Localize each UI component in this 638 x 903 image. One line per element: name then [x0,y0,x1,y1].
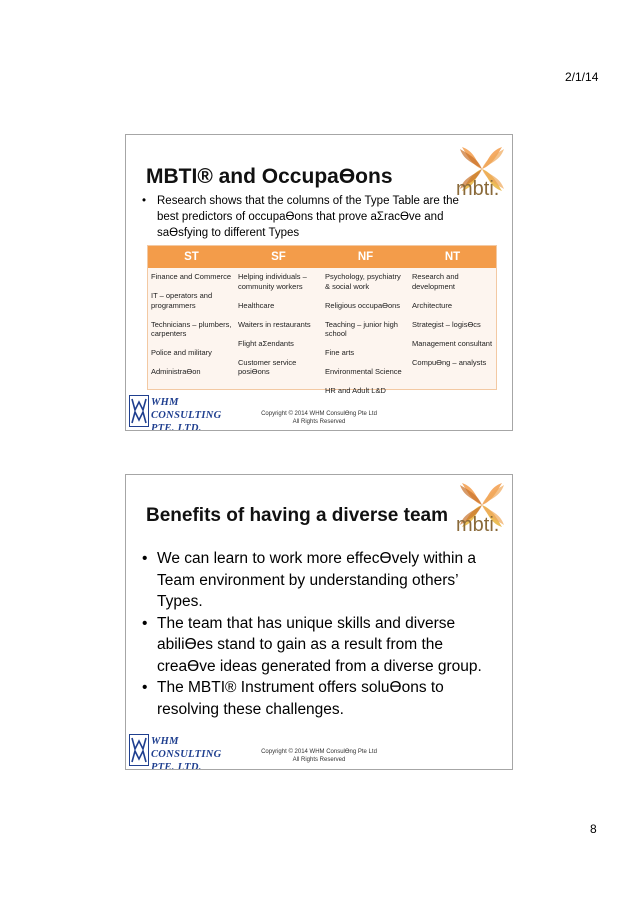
header-sf: SF [271,251,286,263]
bullet-list [142,548,502,720]
column-nt [409,272,496,405]
mbti-logo-icon [452,475,512,535]
company-name-line2: PTE. LTD. [151,762,202,770]
copyright [126,748,512,764]
slide-diverse-team [125,474,513,770]
table-cell: AdministraƟon [151,367,201,376]
company-name-line1: WHM CONSULTING [151,397,222,421]
copyright [126,410,512,426]
slide-mbti-occupations [125,134,513,431]
copyright-line1: Copyright © 2014 WHM ConsulƟng Pte Ltd [261,749,377,755]
bullet-item: • The team that has unique skills and diverse abiliƟes stand to gain as a result from the creaƟve ideas generated from a diverse group. [142,613,502,678]
table-cell: Management consultant [412,338,493,348]
bullet-item: • We can learn to work more effecƟvely within a Team environment by understanding others’ Types. [142,548,502,613]
table-cell: Helping individuals – community workers [238,272,307,291]
mbti-logo-icon [452,139,512,199]
mbti-logo-text: mbti. [456,178,500,199]
header-nt: NT [444,251,461,263]
bullet-item: • The MBTI® Instrument offers soluƟons to resolving these challenges. [142,677,502,720]
table-cell: Psychology, psychiatry & social work [325,272,401,291]
occupations-table [147,245,497,395]
header-nf: NF [357,251,374,263]
copyright-line2: All Rights Reserved [292,757,346,763]
table-cell: Teaching – junior high school [325,319,398,338]
bullet-item: • Research shows that the columns of the Type Table are the best predictors of occupaƟons that prove aƩracƟve and saƟsfying to different Types [142,193,482,241]
table-cell: Finance and Commerce [151,272,232,281]
column-nf [322,272,409,405]
table-cell: Customer service posiƟons [238,357,297,376]
table-cell: Flight aƩendants [238,338,294,348]
table-cell: Fine arts [325,348,355,357]
table-cell: Strategist – logisƟcs [412,319,481,329]
table-cell: Environmental Science [325,367,402,376]
table-header-row [148,246,496,268]
table-cell: Religious occupaƟons [325,300,401,310]
column-sf [235,272,322,405]
table-cell: Architecture [412,300,453,310]
page-number: 8 [590,822,597,836]
table-cell: Technicians – plumbers, carpenters [151,319,232,338]
table-cell: IT – operators and programmers [151,291,213,310]
table-cell: CompuƟng – analysts [412,357,487,367]
slide-title: Benefits of having a diverse team [146,505,448,526]
column-st [148,272,235,405]
company-name-line2: PTE. LTD. [151,423,202,431]
table-cell: Healthcare [238,300,275,310]
copyright-line2: All Rights Reserved [292,419,346,425]
table-cell: Waiters in restaurants [238,319,311,329]
company-name-line1: WHM CONSULTING [151,736,222,760]
page-date: 2/1/14 [565,70,599,84]
mbti-logo-text: mbti. [456,514,500,535]
bullet-list [142,193,482,241]
slide-title: MBTI® and OccupaƟons [146,165,393,188]
copyright-line1: Copyright © 2014 WHM ConsulƟng Pte Ltd [261,411,377,417]
table-cell: Research and development [412,272,459,291]
header-st: ST [184,251,199,263]
table-cell: HR and Adult L&D [325,386,386,395]
table-cell: Police and military [151,348,212,357]
